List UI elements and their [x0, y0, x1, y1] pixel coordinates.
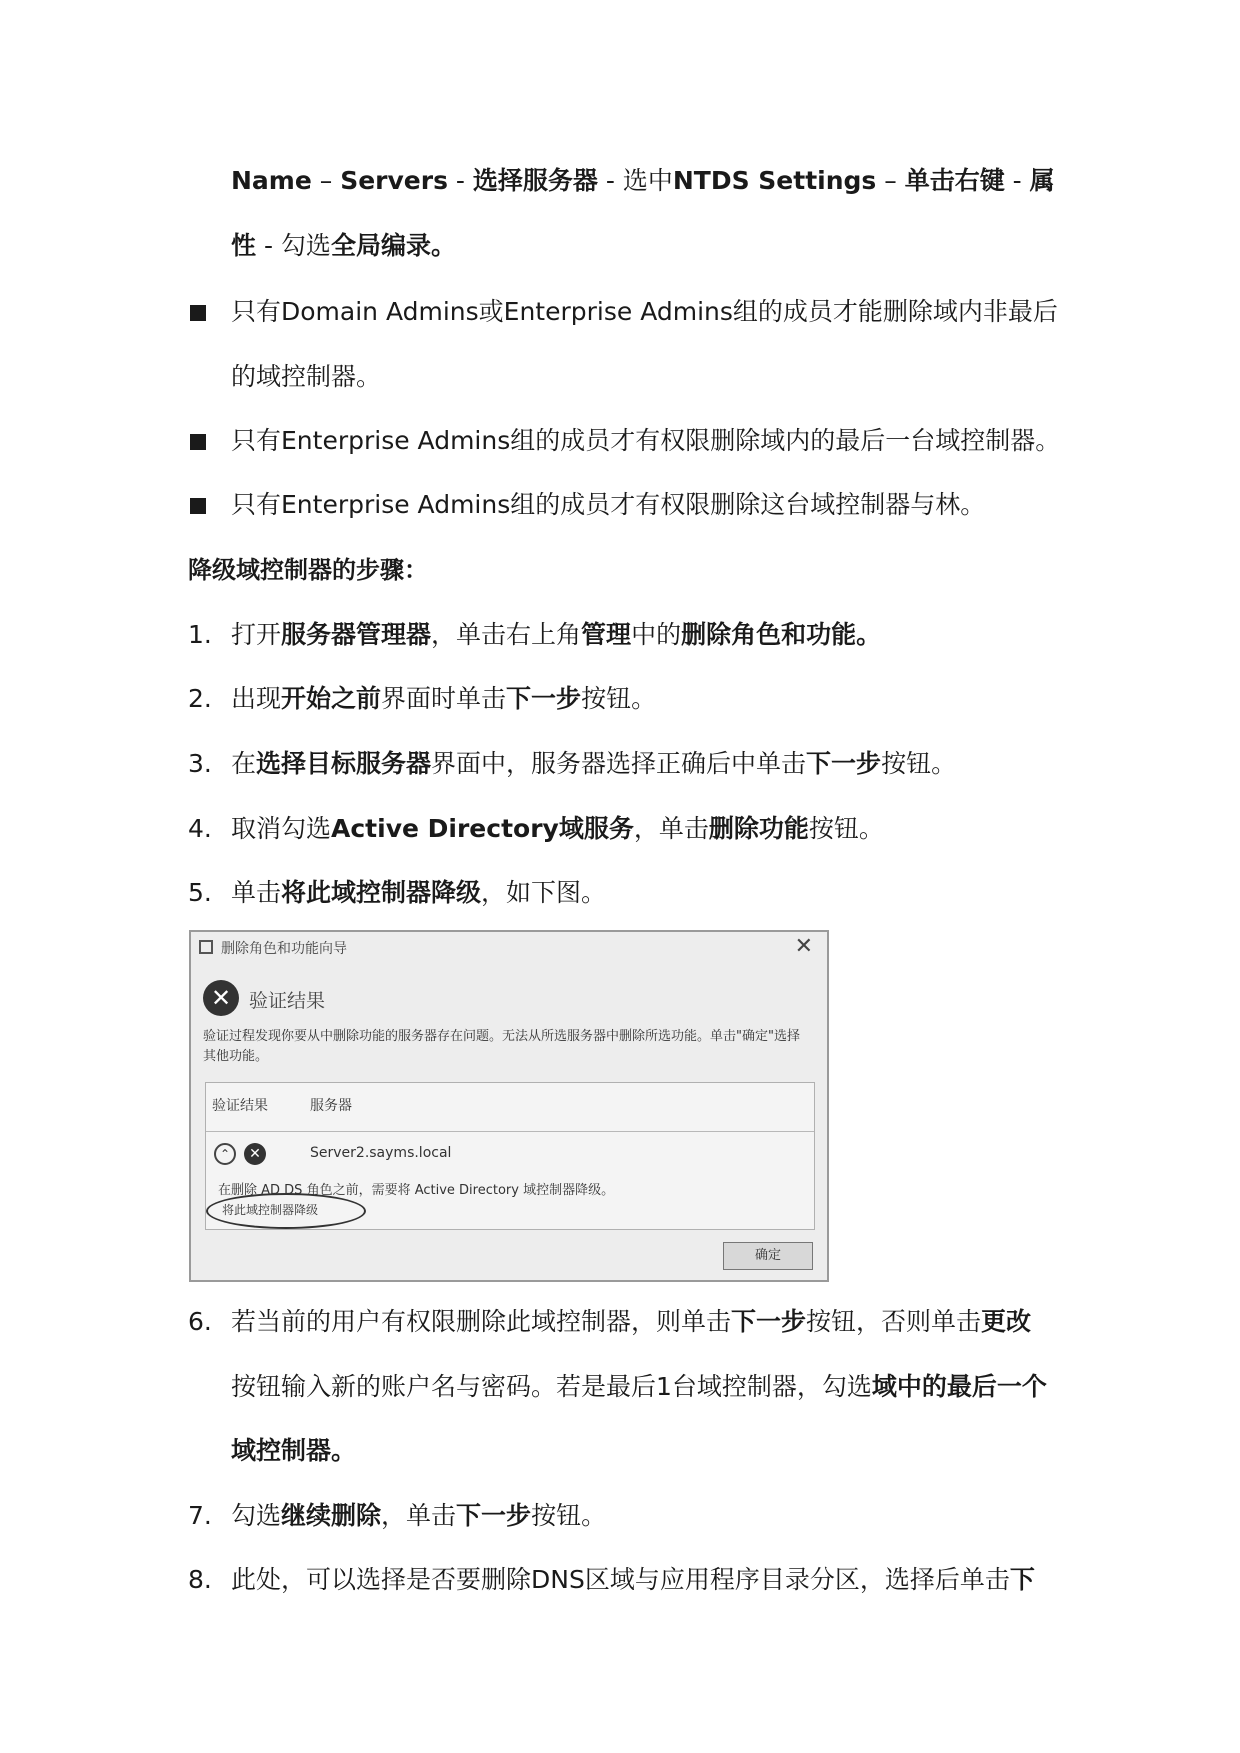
wizard-icon — [199, 940, 213, 954]
bold-text: 更改 — [981, 1307, 1032, 1336]
text: 此处，可以选择是否要删除DNS区域与应用程序目录分区，选择后单击 — [231, 1565, 1010, 1594]
text: 按钮。 — [808, 814, 884, 843]
collapse-icon[interactable]: ⌃ — [214, 1143, 236, 1165]
text: 打开 — [231, 620, 282, 649]
text: - — [447, 166, 473, 195]
bold-text: 域中的最后一个 — [871, 1372, 1047, 1401]
text: - — [1004, 166, 1030, 195]
text: 按钮，否则单击 — [806, 1307, 982, 1336]
bold-text: 下一步 — [731, 1307, 807, 1336]
bold-text: Name — [231, 166, 312, 195]
bullet-square-icon — [190, 434, 206, 450]
text: 界面时单击 — [381, 684, 507, 713]
bold-text: 域控制器。 — [231, 1436, 357, 1465]
text: 中的 — [631, 620, 682, 649]
bullet-text: 只有Domain Admins或Enterprise Admins组的成员才能删除域内非最后 — [231, 297, 1058, 326]
step-number: 6. — [188, 1307, 212, 1336]
dialog-title: 删除角色和功能向导 — [221, 941, 347, 957]
step-text — [231, 747, 956, 781]
bold-text: 全局编录。 — [330, 231, 456, 260]
text: - 勾选 — [256, 231, 331, 260]
text: ，单击 — [633, 814, 709, 843]
bold-text: 下 — [1009, 1565, 1035, 1594]
bold-text: 继续删除 — [281, 1501, 382, 1530]
screenshot-figure — [189, 930, 829, 1282]
step-number: 3. — [188, 749, 212, 778]
step-text — [231, 1305, 1031, 1339]
step-number: 5. — [188, 878, 212, 907]
column-header-result: 验证结果 — [212, 1098, 268, 1114]
bold-text: 选择目标服务器 — [256, 749, 432, 778]
bold-text: 服务器管理器 — [281, 620, 432, 649]
bold-text: 删除角色和功能。 — [681, 620, 882, 649]
bullet-text: 只有Enterprise Admins组的成员才有权限删除这台域控制器与林。 — [231, 490, 986, 519]
dialog-titlebar — [191, 932, 827, 964]
step-text — [231, 1434, 356, 1468]
bold-text: 单击右键 — [904, 166, 1005, 195]
text: 单击 — [231, 878, 282, 907]
bullet-square-icon — [190, 305, 206, 321]
divider — [206, 1131, 814, 1132]
text: 在 — [231, 749, 257, 778]
section-heading: 降级域控制器的步骤： — [188, 556, 428, 584]
step-text — [231, 1563, 1035, 1597]
text: ，单击右上角 — [431, 620, 582, 649]
validation-message: 在删除 AD DS 角色之前，需要将 Active Directory 域控制器降级。 — [218, 1183, 615, 1198]
column-header-server: 服务器 — [310, 1098, 352, 1114]
bold-text: 下一步 — [456, 1501, 532, 1530]
step-text — [231, 1499, 606, 1533]
step-text — [231, 1370, 1047, 1404]
step-number: 8. — [188, 1565, 212, 1594]
bold-text: 选择服务器 — [472, 166, 598, 195]
dialog-heading: 验证结果 — [249, 990, 326, 1012]
text: 按钮。 — [881, 749, 957, 778]
step-text — [231, 876, 606, 910]
step-text — [231, 682, 656, 716]
bold-text: 将此域控制器降级 — [281, 878, 482, 907]
paragraph-line — [231, 164, 1055, 198]
text: 按钮。 — [581, 684, 657, 713]
ok-button[interactable]: 确定 — [723, 1242, 813, 1270]
paragraph-line — [231, 229, 456, 263]
text: ，如下图。 — [481, 878, 607, 907]
bullet-text: 的域控制器。 — [231, 362, 382, 391]
bold-text: 管理 — [581, 620, 632, 649]
bold-text: 下一步 — [806, 749, 882, 778]
text: 按钮输入新的账户名与密码。若是最后1台域控制器，勾选 — [231, 1372, 872, 1401]
text: – — [876, 166, 905, 195]
close-icon[interactable]: ✕ — [794, 934, 813, 959]
text: 取消勾选 — [231, 814, 332, 843]
error-icon: ✕ — [244, 1143, 266, 1165]
demote-link[interactable]: 将此域控制器降级 — [222, 1203, 319, 1217]
text: 勾选 — [231, 1501, 282, 1530]
text: 出现 — [231, 684, 282, 713]
error-icon: ✕ — [203, 980, 239, 1016]
text: - 选中 — [597, 166, 673, 195]
validation-table — [205, 1082, 815, 1230]
text: 界面中，服务器选择正确后中单击 — [431, 749, 807, 778]
bold-text: 开始之前 — [281, 684, 382, 713]
bold-text: 性 — [231, 231, 257, 260]
bold-text: 属 — [1029, 166, 1055, 195]
dialog-description: 验证过程发现你要从中删除功能的服务器存在问题。无法从所选服务器中删除所选功能。单击"确定"选择其他功能。 — [203, 1029, 800, 1064]
step-text — [231, 812, 884, 846]
step-number: 2. — [188, 684, 212, 713]
bold-text: NTDS Settings — [672, 166, 877, 195]
bold-text: Active Directory域服务 — [331, 814, 634, 843]
step-number: 1. — [188, 620, 212, 649]
highlight-ellipse — [206, 1193, 366, 1229]
step-text — [231, 618, 881, 652]
step-number: 4. — [188, 814, 212, 843]
server-name: Server2.sayms.local — [310, 1145, 452, 1161]
bold-text: Servers — [340, 166, 448, 195]
bullet-square-icon — [190, 498, 206, 514]
text: ，单击 — [381, 1501, 457, 1530]
bold-text: 删除功能 — [708, 814, 809, 843]
step-number: 7. — [188, 1501, 212, 1530]
text: – — [311, 166, 341, 195]
text: 按钮。 — [531, 1501, 607, 1530]
bold-text: 下一步 — [506, 684, 582, 713]
bullet-text: 只有Enterprise Admins组的成员才有权限删除域内的最后一台域控制器。 — [231, 426, 1061, 455]
text: 若当前的用户有权限删除此域控制器，则单击 — [231, 1307, 732, 1336]
